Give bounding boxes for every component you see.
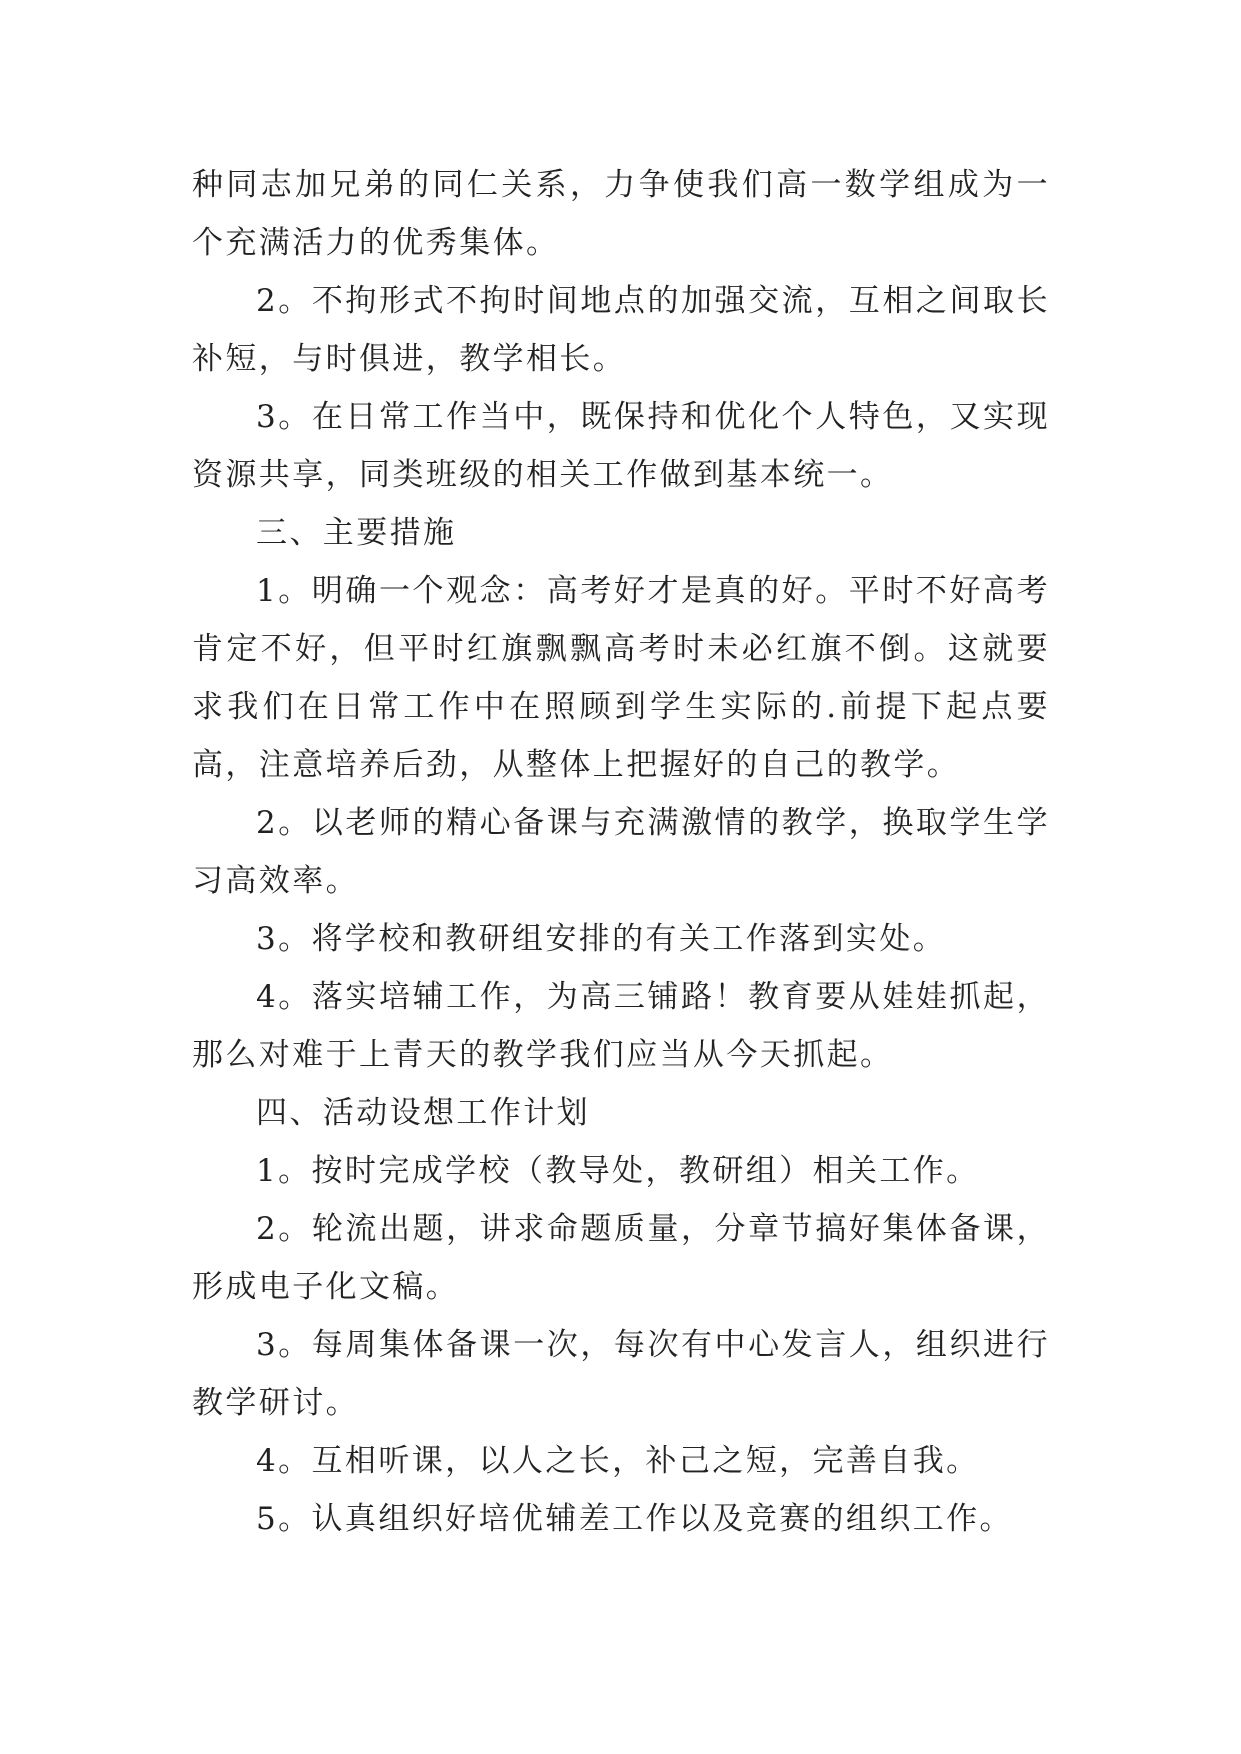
paragraph-measure-3: 3。将学校和教研组安排的有关工作落到实处。 [256, 921, 947, 957]
document-body [192, 156, 1050, 1548]
paragraph-measure-2: 2。以老师的精心备课与充满激情的教学，换取学生学习高效率。 [192, 805, 1050, 899]
paragraph-continuation: 种同志加兄弟的同仁关系，力争使我们高一数学组成为一个充满活力的优秀集体。 [192, 167, 1050, 261]
paragraph-activity-3: 3。每周集体备课一次，每次有中心发言人，组织进行教学研讨。 [192, 1327, 1050, 1421]
paragraph-activity-1: 1。按时完成学校（教导处，教研组）相关工作。 [256, 1153, 980, 1189]
paragraph-activity-5: 5。认真组织好培优辅差工作以及竞赛的组织工作。 [256, 1501, 1013, 1537]
section-heading-main-measures: 三、主要措施 [256, 515, 457, 551]
paragraph-item-3-resource-sharing: 3。在日常工作当中，既保持和优化个人特色，又实现资源共享，同类班级的相关工作做到基本统一。 [192, 399, 1050, 493]
paragraph-item-2-exchange: 2。不拘形式不拘时间地点的加强交流，互相之间取长补短，与时俱进，教学相长。 [192, 283, 1050, 377]
paragraph-activity-4: 4。互相听课，以人之长，补己之短，完善自我。 [256, 1443, 980, 1479]
paragraph-measure-4: 4。落实培辅工作，为高三铺路！教育要从娃娃抓起，那么对难于上青天的教学我们应当从今天抓起。 [192, 979, 1050, 1073]
paragraph-measure-1: 1。明确一个观念：高考好才是真的好。平时不好高考肯定不好，但平时红旗飘飘高考时未必红旗不倒。这就要求我们在日常工作中在照顾到学生实际的.前提下起点要高，注意培养后劲，从整体上把握好的自己的教学。 [192, 573, 1050, 783]
paragraph-activity-2: 2。轮流出题，讲求命题质量，分章节搞好集体备课，形成电子化文稿。 [192, 1211, 1050, 1305]
section-heading-activity-plan: 四、活动设想工作计划 [256, 1095, 590, 1131]
